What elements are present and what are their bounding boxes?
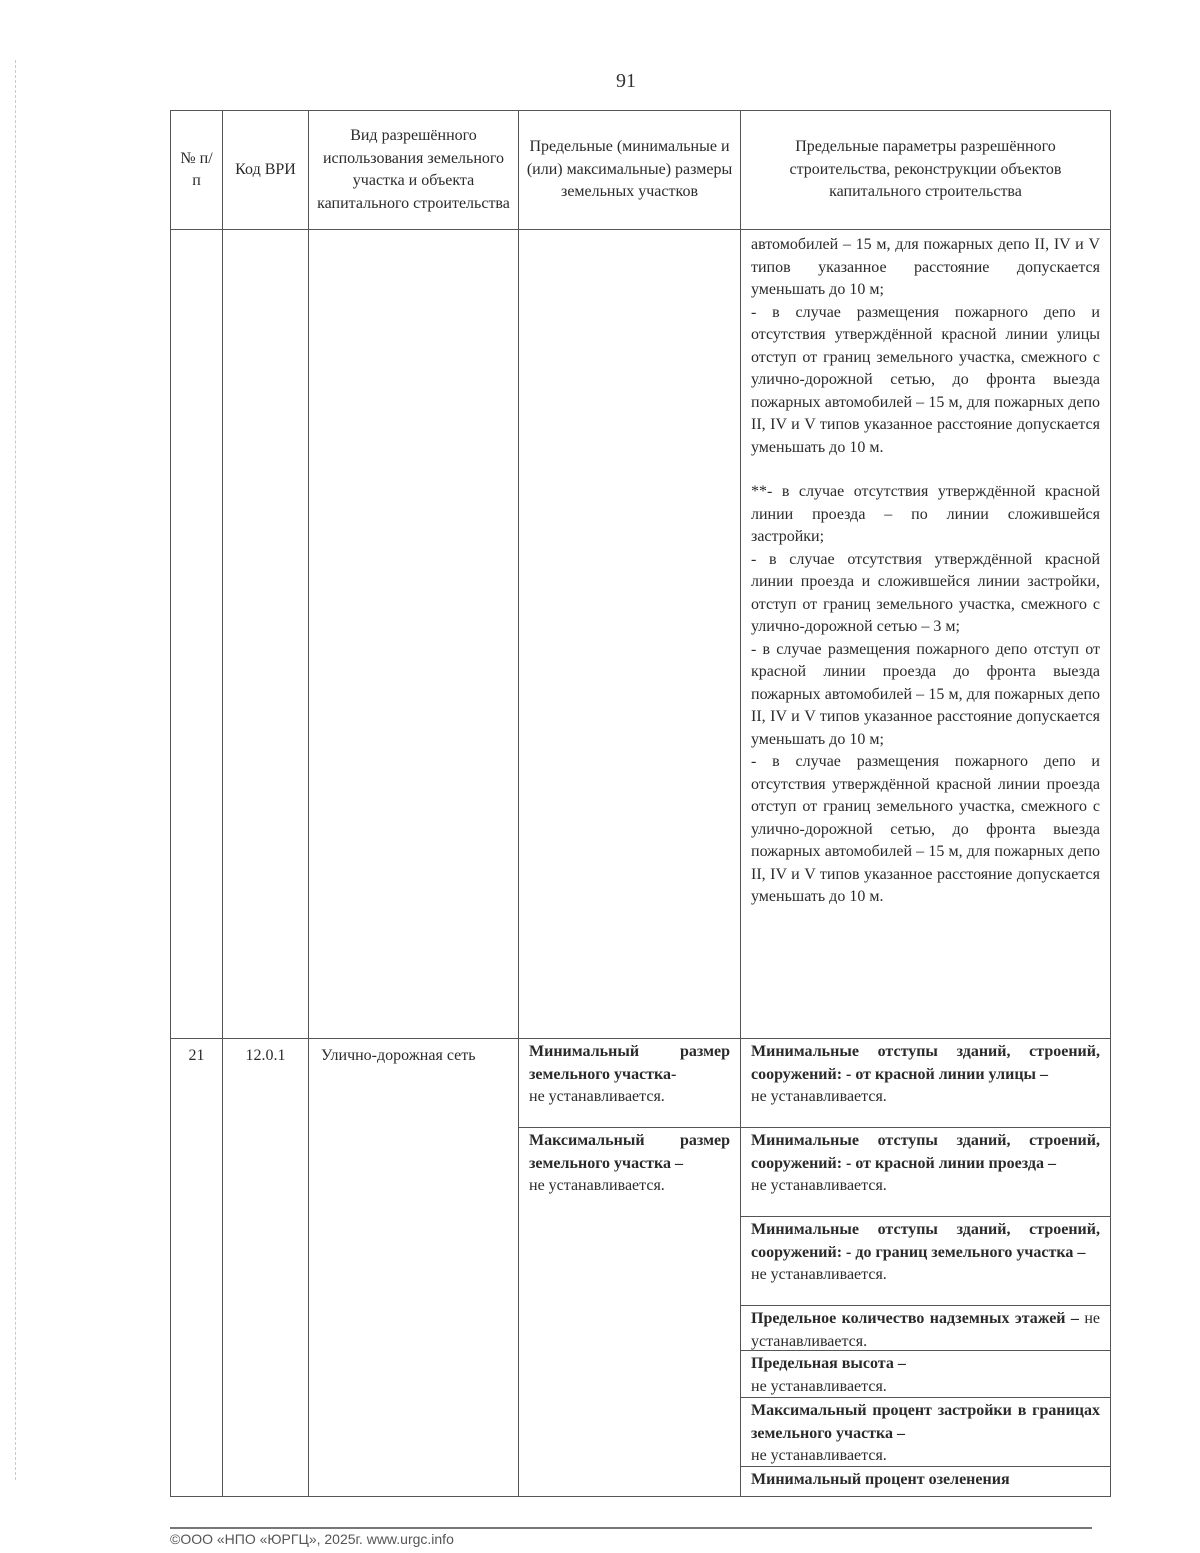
paragraph: - в случае отсутствия утверждённой красной линии проезда и сложившейся линии застройки, отступ от границ земельного участка, смежного с улично-дорожной сетью – 3 м; (751, 550, 1100, 635)
footer-divider (170, 1527, 1092, 1529)
paragraph: автомобилей – 15 м, для пожарных депо II, IV и V типов указанное расстояние допускается уменьшать до 10 м; (751, 236, 1100, 298)
continued-params-cell (741, 230, 1111, 1039)
param-block: Максимальный процент застройки в границах земельного участка – не устанавливается. (741, 1398, 1110, 1467)
param-block: Минимальные отступы зданий, строений, сооружений: - от красной линии улицы – не устанавливается. (741, 1039, 1110, 1128)
header-number: № п/п (171, 111, 223, 230)
min-size-block: Минимальный размер земельного участка- не устанавливается. (519, 1039, 740, 1128)
header-build-params: Предельные параметры разрешённого строительства, реконструкции объектов капитального строительства (741, 111, 1111, 230)
page-number: 91 (616, 70, 636, 92)
table-header-row (171, 111, 1111, 230)
row-plot-sizes (519, 1039, 741, 1497)
param-block: Минимальные отступы зданий, строений, сооружений: - от красной линии проезда – не устанавливается. (741, 1128, 1110, 1217)
param-block: Предельное количество надземных этажей – не устанавливается. (741, 1306, 1110, 1351)
scan-margin-line (15, 60, 17, 1480)
paragraph: - в случае размещения пожарного депо и отсутствия утверждённой красной линии улицы отступ от границ земельного участка, смежного с улично-дорожной сетью, до фронта выезда пожарных автомобилей – 15 м, для пожарных депо II, IV и V типов указанное расстояние допускается уменьшать до 10 м. (751, 303, 1100, 456)
max-size-block: Максимальный размер земельного участка – не устанавливается. (529, 1132, 730, 1194)
header-use-type: Вид разрешённого использования земельного участка и объекта капитального строительства (309, 111, 519, 230)
paragraph: **- в случае отсутствия утверждённой красной линии проезда – по линии сложившейся застройки; (751, 483, 1100, 545)
paragraph: - в случае размещения пожарного депо и отсутствия утверждённой красной линии проезда отступ от границ земельного участка, смежного с улично-дорожной сетью, до фронта выезда пожарных автомобилей – 15 м, для пожарных депо II, IV и V типов указанное расстояние допускается уменьшать до 10 м. (751, 753, 1100, 905)
row-use-type: Улично-дорожная сеть (309, 1039, 519, 1497)
param-block: Минимальный процент озеленения (751, 1471, 1010, 1488)
header-plot-sizes: Предельные (минимальные и (или) максимальные) размеры земельных участков (519, 111, 741, 230)
row-build-params (741, 1039, 1111, 1497)
row-number: 21 (171, 1039, 223, 1497)
header-code: Код ВРИ (223, 111, 309, 230)
regulations-table (170, 110, 1111, 1497)
row-code: 12.0.1 (223, 1039, 309, 1497)
table-row-continued (171, 230, 1111, 1039)
param-block: Минимальные отступы зданий, строений, сооружений: - до границ земельного участка – не устанавливается. (741, 1217, 1110, 1306)
table-row-21 (171, 1039, 1111, 1497)
footer-copyright: ©ООО «НПО «ЮРГЦ», 2025г. www.urgc.info (170, 1531, 454, 1547)
paragraph: - в случае размещения пожарного депо отступ от красной линии проезда до фронта выезда пожарных автомобилей – 15 м, для пожарных депо II, IV и V типов указанное расстояние допускается уменьшать до 10 м; (751, 640, 1100, 748)
param-block: Предельная высота – не устанавливается. (741, 1351, 1110, 1398)
